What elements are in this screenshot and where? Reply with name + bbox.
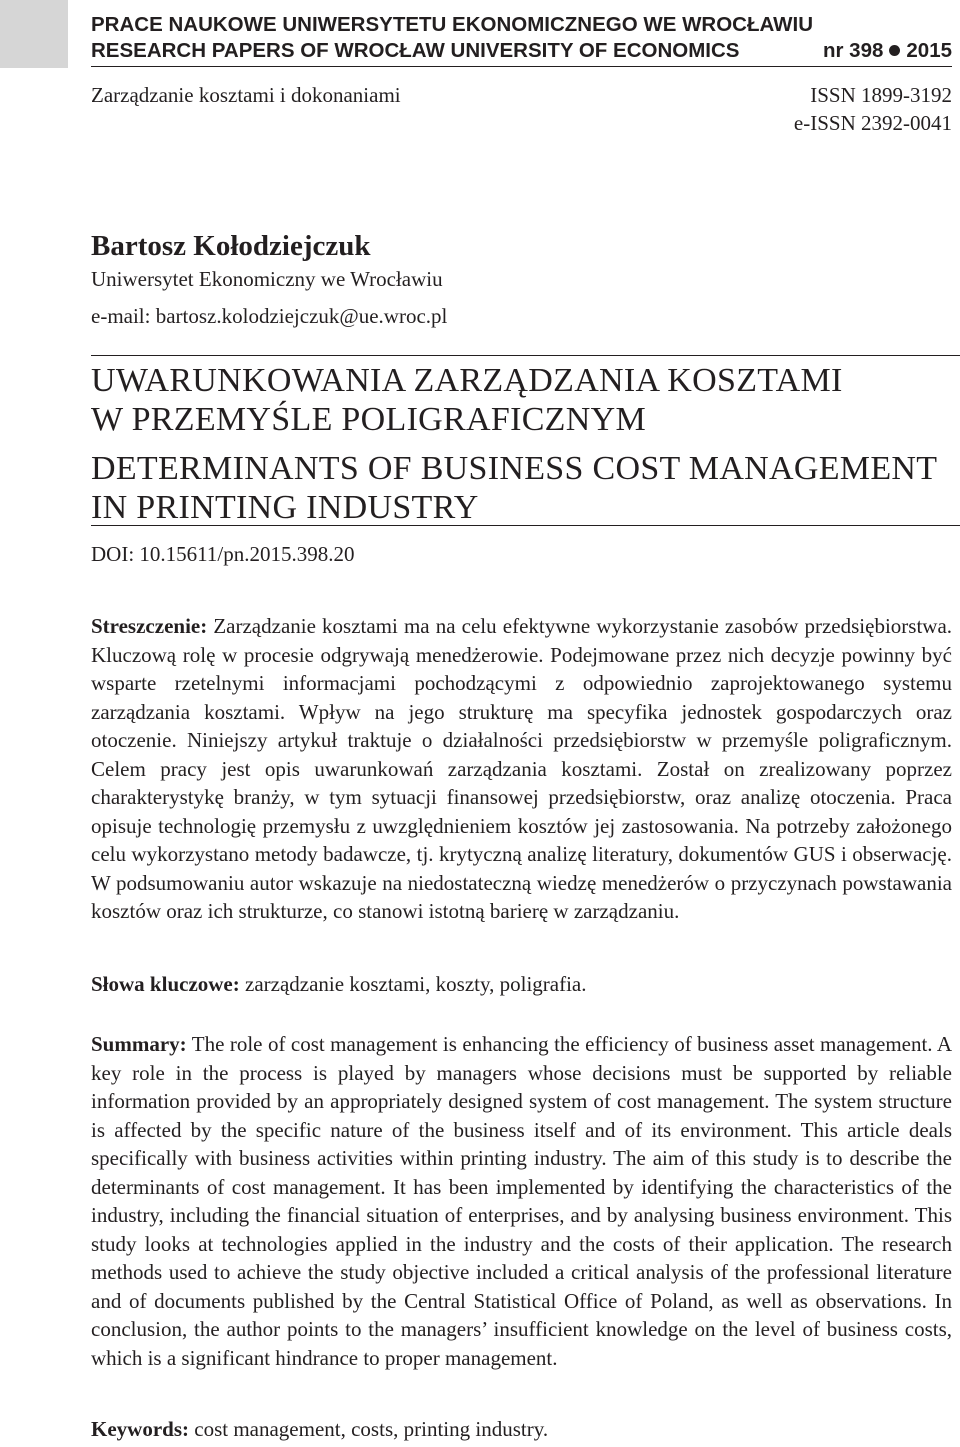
title-english (91, 449, 952, 527)
keywords-english (91, 1415, 952, 1444)
abstract-english (91, 1030, 952, 1372)
issue-info (823, 38, 952, 64)
title-pl-line2: W PRZEMYŚLE POLIGRAFICZNYM (91, 401, 646, 438)
journal-name-en-row (91, 38, 952, 64)
abstract-pl-text: Zarządzanie kosztami ma na celu efektywne wykorzystanie zasobów przedsiębiorstwa. Kluczową rolę w procesie odgrywają menedżerowie. Podejmowane przez nich decyzje powinny być wsparte rzetelnymi informacjami pochodzącymi z odpowiednio zaprojektowanego systemu zarządzania kosztami. Wpływ na jego strukturę ma specyfika jednostek gospodarczych oraz otoczenie. Niniejszy artykuł traktuje o działalności przedsiębiorstw w przemyśle poligraficznym. Celem pracy jest opis uwarunkowań zarządzania kosztami. Został on zrealizowany poprzez charakterystykę branży, w tym sytuacji finansowej przedsiębiorstw, oraz analizę otoczenia. Praca opisuje technologię przemysłu z uwzględnieniem kosztów jej zastosowania. Na potrzeby założonego celu wykorzystano metody badawcze, tj. krytyczną analizę literatury, dokumentów GUS i obserwację. W podsumowaniu autor wskazuje na niedostateczną wiedzę menedżerów o przyczynach powstawania kosztów oraz ich strukturze, co stanowi istotną barierę w zarządzaniu. (91, 614, 953, 923)
keywords-pl-text: zarządzanie kosztami, koszty, poligrafia. (245, 972, 587, 996)
issue-number: nr 398 (822, 39, 884, 62)
title-pl-line1: UWARUNKOWANIA ZARZĄDZANIA KOSZTAMI (91, 362, 843, 399)
issn: ISSN 1899-3192 (810, 83, 952, 107)
abstract-en-text: The role of cost management is enhancing the efficiency of business asset management. A key role in the process is played by managers whose decisions must be supported by reliable information provided by an appropriately designed system of cost management. The system structure is affected by the specific nature of the business itself and of its environment. This article deals specifically with business activities within printing industry. The aim of this study is to describe the determinants of cost management. It has been implemented by identifying the characteristics of the industry, including the financial situation of enterprises, and by analysing business environment. This study looks at technologies applied in the industry and the costs of their application. The research methods used to achieve the study objective included a critical analysis of the professional literature and of documents published by the Central Statistical Office of Poland, as well as observations. In conclusion, the author points to the managers’ insufficient knowledge on the level of business costs, which is a significant hindrance to proper management. (91, 1032, 953, 1370)
keywords-pl-label: Słowa kluczowe: (91, 972, 240, 996)
eissn: e-ISSN 2392-0041 (793, 111, 952, 135)
abstract-pl-label: Streszczenie: (91, 614, 208, 638)
title-en-line1: DETERMINANTS OF BUSINESS COST MANAGEMENT (91, 450, 938, 487)
header-divider (91, 66, 952, 67)
doi[interactable]: DOI: 10.15611/pn.2015.398.20 (91, 542, 355, 566)
author-affiliation: Uniwersytet Ekonomiczny we Wrocławiu (91, 267, 443, 291)
journal-name-pl: PRACE NAUKOWE UNIWERSYTETU EKONOMICZNEGO WE WROCŁAWIU (91, 13, 814, 36)
corner-tab-decoration (0, 0, 68, 68)
journal-name-en: RESEARCH PAPERS OF WROCŁAW UNIVERSITY OF ECONOMICS (91, 39, 740, 62)
author-name: Bartosz Kołodziejczuk (91, 230, 371, 262)
keywords-en-label: Keywords: (91, 1417, 189, 1441)
keywords-polish (91, 970, 952, 999)
title-bottom-rule (91, 525, 960, 526)
series-title: Zarządzanie kosztami i dokonaniami (91, 83, 401, 107)
title-en-line2: IN PRINTING INDUSTRY (91, 489, 479, 526)
abstract-polish (91, 612, 952, 926)
abstract-en-label: Summary: (91, 1032, 187, 1056)
keywords-en-text: cost management, costs, printing industry. (194, 1417, 549, 1441)
issue-year: 2015 (906, 39, 952, 62)
bullet-icon (889, 45, 900, 56)
series-row (91, 82, 952, 109)
title-polish (91, 361, 952, 439)
title-top-rule (91, 355, 960, 356)
author-email[interactable]: e-mail: bartosz.kolodziejczuk@ue.wroc.pl (91, 304, 448, 328)
